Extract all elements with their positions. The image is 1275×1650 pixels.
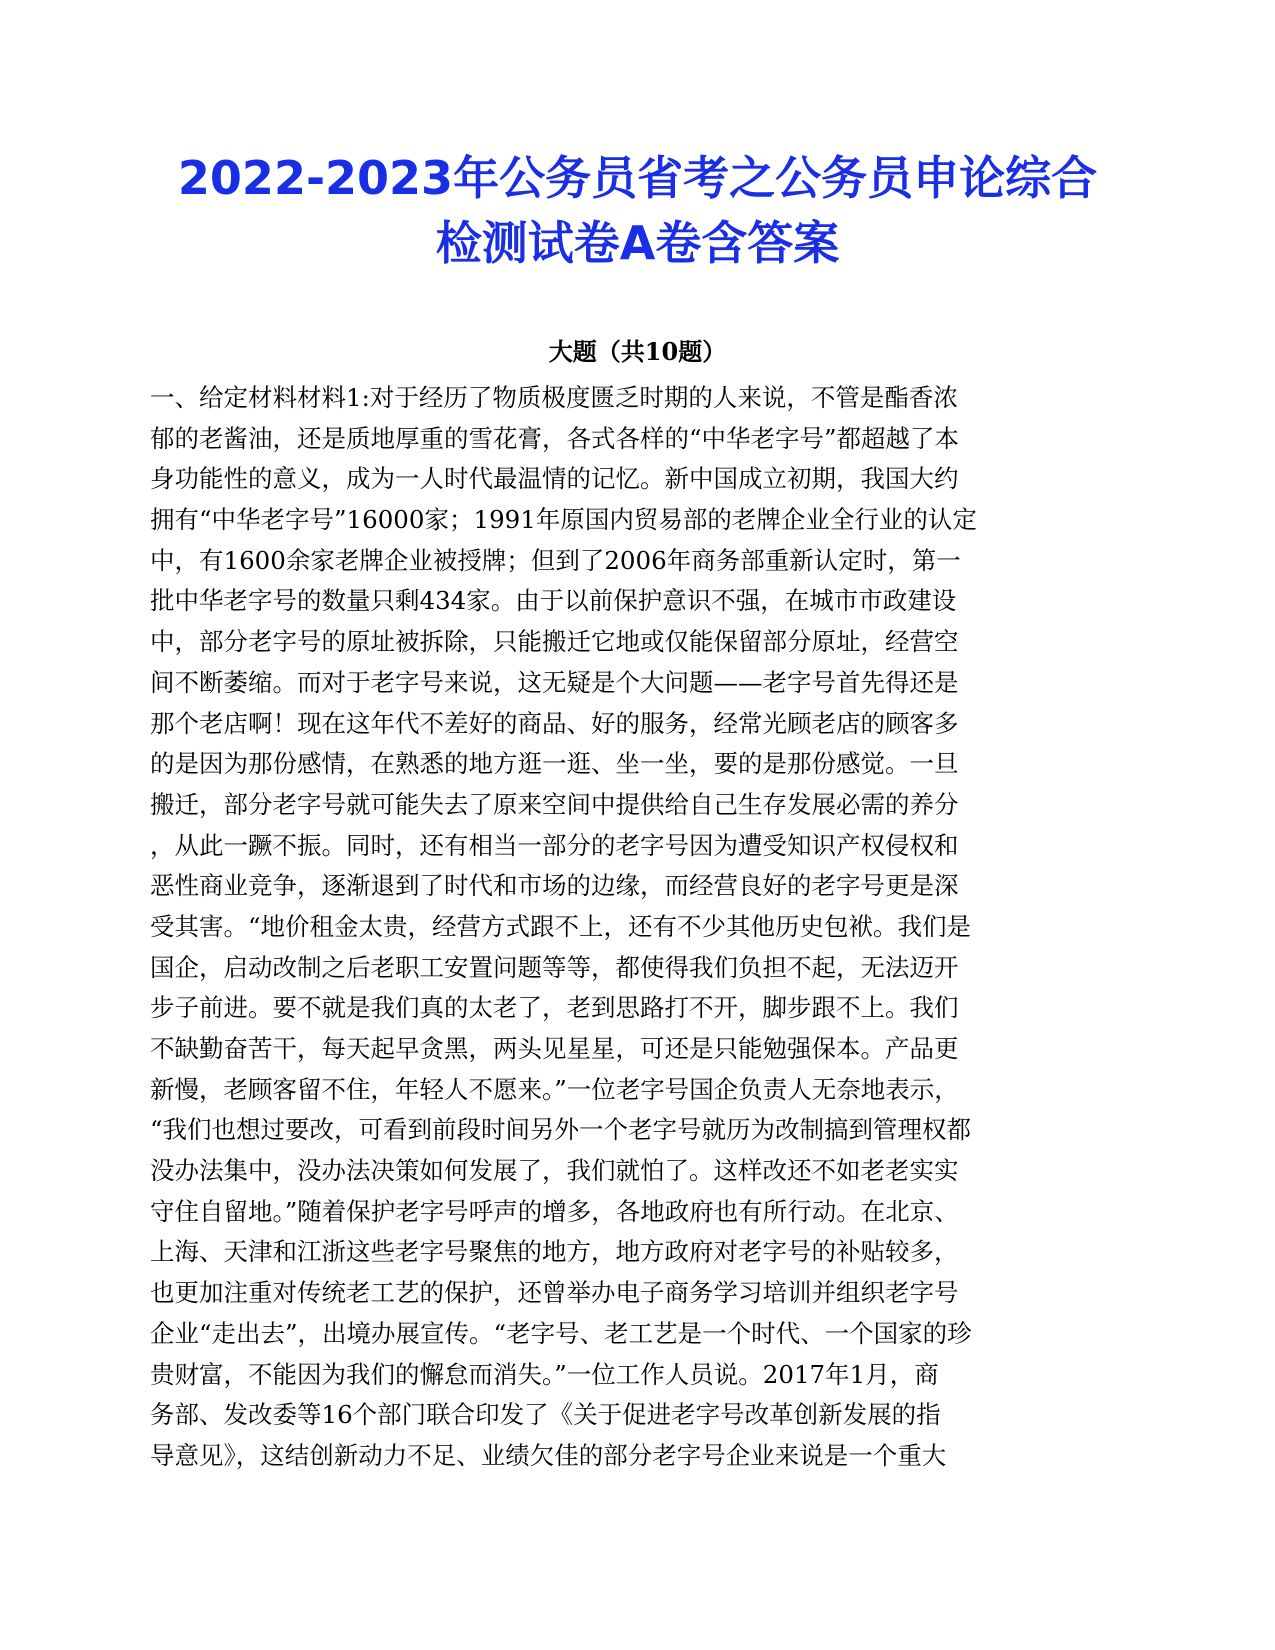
body-line: 导意见》，这结创新动力不足、业绩欠佳的部分老字号企业来说是一个重大 <box>150 1440 947 1470</box>
body-line: “我们也想过要改，可看到前段时间另外一个老字号就历为改制搞到管理权都 <box>150 1115 972 1145</box>
body-line: 搬迁，部分老字号就可能失去了原来空间中提供给自己生存发展必需的养分 <box>150 789 959 819</box>
body-line: 中，部分老字号的原址被拆除，只能搬迁它地或仅能保留部分原址，经营空 <box>150 627 959 657</box>
body-line: 上海、天津和江浙这些老字号聚焦的地方，地方政府对老字号的补贴较多， <box>150 1237 959 1267</box>
body-line: 也更加注重对传统老工艺的保护，还曾举办电子商务学习培训并组织老字号 <box>150 1278 959 1308</box>
body-line: 贵财富，不能因为我们的懈怠而消失。”一位工作人员说。2017年1月，商 <box>150 1359 939 1389</box>
body-line: ，从此一蹶不振。同时，还有相当一部分的老字号因为遭受知识产权侵权和 <box>150 830 959 860</box>
body-line: 拥有“中华老字号”16000家；1991年原国内贸易部的老牌企业全行业的认定 <box>150 505 977 535</box>
body-line: 没办法集中，没办法决策如何发展了，我们就怕了。这样改还不如老老实实 <box>150 1156 959 1186</box>
body-line: 郁的老酱油，还是质地厚重的雪花膏，各式各样的“中华老字号”都超越了本 <box>150 423 960 453</box>
body-line: 身功能性的意义，成为一人时代最温情的记忆。新中国成立初期，我国大约 <box>150 464 959 494</box>
document-title-line-1: 2022-2023年公务员省考之公务员申论综合 <box>177 151 1098 205</box>
body-line: 那个老店啊！现在这年代不差好的商品、好的服务，经常光顾老店的顾客多 <box>150 708 959 738</box>
body-line: 务部、发改委等16个部门联合印发了《关于促进老字号改革创新发展的指 <box>150 1400 941 1430</box>
body-line: 恶性商业竞争，逐渐退到了时代和市场的边缘，而经营良好的老字号更是深 <box>150 871 959 901</box>
body-text <box>150 378 1130 1477</box>
body-line: 间不断萎缩。而对于老字号来说，这无疑是个大问题——老字号首先得还是 <box>150 667 959 697</box>
body-line: 国企，启动改制之后老职工安置问题等等，都使得我们负担不起，无法迈开 <box>150 952 959 982</box>
section-heading: 大题（共10题） <box>548 337 727 366</box>
body-line: 步子前进。要不就是我们真的太老了，老到思路打不开，脚步跟不上。我们 <box>150 993 959 1023</box>
body-line: 受其害。“地价租金太贵，经营方式跟不上，还有不少其他历史包袱。我们是 <box>150 911 972 941</box>
document-title-line-2: 检测试卷A卷含答案 <box>435 216 840 270</box>
body-line: 中，有1600余家老牌企业被授牌；但到了2006年商务部重新认定时，第一 <box>150 545 961 575</box>
body-line: 的是因为那份感情，在熟悉的地方逛一逛、坐一坐，要的是那份感觉。一旦 <box>150 749 959 779</box>
body-line: 不缺勤奋苦干，每天起早贪黑，两头见星星，可还是只能勉强保本。产品更 <box>150 1034 959 1063</box>
body-line: 企业“走出去”，出境办展宣传。“老字号、老工艺是一个时代、一个国家的珍 <box>150 1318 972 1348</box>
body-line: 新慢，老顾客留不住，年轻人不愿来。”一位老字号国企负责人无奈地表示， <box>150 1074 959 1104</box>
body-line: 一、给定材料材料1:对于经历了物质极度匮乏时期的人来说，不管是酯香浓 <box>150 383 958 412</box>
body-line: 批中华老字号的数量只剩434家。由于以前保护意识不强，在城市市政建设 <box>150 586 957 616</box>
body-line: 守住自留地。”随着保护老字号呼声的增多，各地政府也有所行动。在北京、 <box>150 1196 959 1226</box>
document-title <box>100 146 1175 276</box>
